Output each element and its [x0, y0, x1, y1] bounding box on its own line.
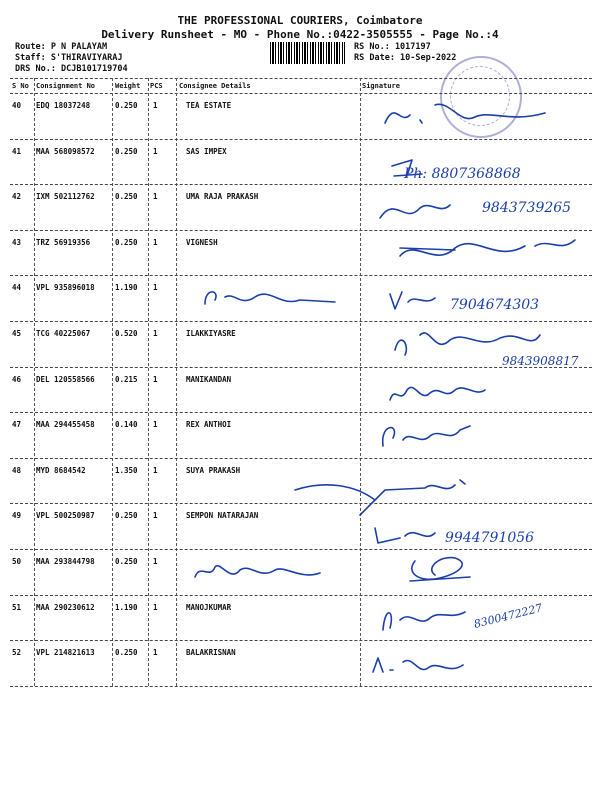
- col-consignee: Consignee Details: [179, 82, 251, 90]
- consignment-cell: MYD 8684542: [36, 465, 86, 475]
- sno-cell: 51: [12, 602, 22, 612]
- consignee-cell: SEMPON NATARAJAN: [186, 511, 259, 521]
- signature-51: [375, 590, 600, 640]
- weight-cell: 0.140: [115, 420, 138, 430]
- sno-cell: 45: [12, 329, 22, 338]
- phone-41: Ph: 8807368868: [404, 166, 521, 182]
- pcs-cell: 1: [153, 602, 158, 612]
- signature-44: [380, 284, 600, 314]
- weight-cell: 0.250: [115, 237, 138, 247]
- col-weight: Weight: [115, 82, 141, 90]
- consignee-cell: ILAKKIYASRE: [186, 329, 236, 338]
- signature-47: [375, 418, 485, 453]
- consignment-cell: MAA 290230612: [36, 602, 95, 612]
- barcode-image: [270, 42, 345, 64]
- weight-cell: 0.250: [115, 557, 138, 566]
- sno-cell: 43: [12, 237, 22, 247]
- consignee-cell: MANOJKUMAR: [186, 602, 232, 612]
- weight-cell: 0.250: [115, 101, 138, 110]
- consignee-cell: TEA ESTATE: [186, 101, 232, 110]
- sno-cell: 40: [12, 101, 22, 110]
- col-sno: S No: [12, 82, 29, 90]
- phone-45: 9843908817: [502, 354, 579, 368]
- pcs-cell: 1: [153, 237, 158, 247]
- phone-44: 7904674303: [450, 297, 540, 313]
- sno-cell: 46: [12, 374, 22, 384]
- consignment-cell: MAA 294455458: [36, 420, 95, 430]
- signature-42: [370, 190, 600, 230]
- signature-41: [382, 148, 582, 183]
- pcs-cell: 1: [153, 146, 158, 156]
- sno-cell: 41: [12, 146, 22, 156]
- phone-49: 9944791056: [445, 530, 535, 546]
- col-signature: Signature: [362, 82, 400, 90]
- consignee-cell: SUYA PRAKASH: [186, 465, 241, 475]
- sno-cell: 42: [12, 192, 22, 202]
- pcs-cell: 1: [153, 420, 158, 430]
- weight-cell: 0.250: [115, 648, 138, 658]
- consignment-cell: VPL 500250987: [36, 511, 95, 521]
- signature-49: [370, 518, 600, 553]
- pcs-cell: 1: [153, 101, 158, 110]
- consignee-cell: UMA RAJA PRAKASH: [186, 192, 259, 202]
- consignment-cell: VPL 935896018: [36, 283, 95, 293]
- col-consignment: Consignment No: [36, 82, 96, 90]
- table-row: [10, 640, 592, 687]
- signature-50: [400, 553, 480, 588]
- sno-cell: 52: [12, 648, 22, 658]
- weight-cell: 1.190: [115, 602, 138, 612]
- consignee-cell: MANIKANDAN: [186, 374, 232, 384]
- consignment-cell: TRZ 56919356: [36, 237, 91, 247]
- pcs-cell: 1: [153, 283, 158, 293]
- pcs-cell: 1: [153, 557, 158, 566]
- pcs-cell: 1: [153, 465, 158, 475]
- sno-cell: 50: [12, 557, 22, 566]
- consignment-cell: DEL 120558566: [36, 374, 95, 384]
- pcs-cell: 1: [153, 192, 158, 202]
- weight-cell: 0.215: [115, 374, 138, 384]
- signature-45: [390, 320, 600, 370]
- consignment-cell: TCG 40225067: [36, 329, 91, 338]
- document-title: THE PROFESSIONAL COURIERS, Coimbatore: [177, 14, 423, 27]
- consignment-cell: MAA 293844798: [36, 557, 95, 566]
- col-pcs: PCS: [150, 82, 163, 90]
- consignee-cell: REX ANTHOI: [186, 420, 232, 430]
- signature-44-left: [200, 282, 340, 312]
- phone-51: 8300472227: [472, 601, 544, 631]
- pcs-cell: 1: [153, 329, 158, 338]
- staff-label: Staff: S'THIRAVIYARAJ: [15, 53, 123, 63]
- weight-cell: 0.250: [115, 511, 138, 521]
- consignment-cell: IXM 502112762: [36, 192, 95, 202]
- consignee-cell: BALAKRISNAN: [186, 648, 236, 658]
- weight-cell: 0.250: [115, 192, 138, 202]
- signature-46: [385, 375, 495, 410]
- weight-cell: 0.250: [115, 146, 138, 156]
- pcs-cell: 1: [153, 374, 158, 384]
- sno-cell: 44: [12, 283, 22, 293]
- rs-number: RS No.: 1017197: [354, 42, 431, 52]
- signature-50-left: [190, 555, 330, 585]
- document-subtitle: Delivery Runsheet - MO - Phone No.:0422-3505555 - Page No.:4: [101, 28, 499, 41]
- consignment-cell: EDQ 18037248: [36, 101, 91, 110]
- route-label: Route: P N PALAYAM: [15, 42, 108, 52]
- sno-cell: 49: [12, 511, 22, 521]
- rs-date: RS Date: 10-Sep-2022: [354, 53, 457, 63]
- weight-cell: 1.190: [115, 283, 138, 293]
- phone-42: 9843739265: [482, 200, 572, 216]
- consignment-cell: VPL 214821613: [36, 648, 95, 658]
- table-header: [10, 78, 592, 94]
- pcs-cell: 1: [153, 511, 158, 521]
- signature-43: [395, 228, 595, 273]
- consignment-cell: MAA 568098572: [36, 146, 95, 156]
- weight-cell: 1.350: [115, 465, 138, 475]
- sno-cell: 48: [12, 465, 22, 475]
- weight-cell: 0.520: [115, 329, 138, 338]
- drs-number: DRS No.: DCJB101719704: [15, 64, 128, 74]
- pcs-cell: 1: [153, 648, 158, 658]
- consignee-cell: SAS IMPEX: [186, 146, 227, 156]
- table-row: [10, 412, 592, 459]
- consignee-cell: VIGNESH: [186, 237, 218, 247]
- sno-cell: 47: [12, 420, 22, 430]
- signature-52: [368, 650, 478, 680]
- table-row: [10, 367, 592, 414]
- signature-40: [380, 95, 550, 135]
